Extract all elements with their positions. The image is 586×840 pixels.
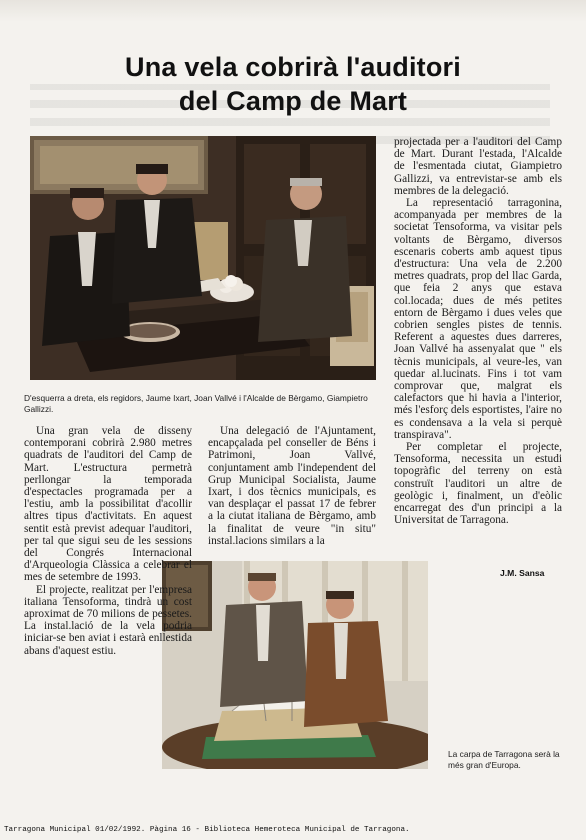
model-photo-illustration xyxy=(162,561,428,769)
archive-footer: Tarragona Municipal 01/02/1992. Pàgina 16 - Biblioteca Hemeroteca Municipal de Tarragona. xyxy=(4,826,410,834)
article-column-2 xyxy=(208,425,376,547)
page-top-shadow xyxy=(0,0,586,22)
model-photo-caption: La carpa de Tarragona serà la més gran d'Europa. xyxy=(448,749,560,770)
article-column-1 xyxy=(24,425,192,657)
model-photo xyxy=(162,561,428,769)
headline-line-2: del Camp de Mart xyxy=(178,86,408,116)
meeting-photo-caption: D'esquerra a dreta, els regidors, Jaume Ixart, Joan Vallvé i l'Alcalde de Bèrgamo, Giampietro Gallizzi. xyxy=(24,393,368,414)
headline xyxy=(40,50,546,118)
article-paragraph: El projecte, realitzat per l'empresa italiana Tensoforma, tindrà un cost aproximat de 70 milions de pessetes. La instal.lació de la vela podria iniciar-se ben aviat i estarà enllestida abans d'aquest estiu. xyxy=(24,583,192,657)
author-byline: J.M. Sansa xyxy=(500,568,545,578)
article-paragraph: Per completar el projecte, Tensoforma, necessita un estudi topogràfic del terreny on està construït l'auditori un altre de geològic i, finalment, un d'eòlic encarregat des d'un principi a la Universitat de Tarragona. xyxy=(394,441,562,527)
article-paragraph: Una gran vela de disseny contemporani cobrirà 2.980 metres quadrats de l'auditori del Camp de Mart. L'estructura permetrà perllongar la temporada d'espectacles programada per a l'estiu, amb la possibilitat d'acollir altres tipus d'activitats. En aquest sentit està previst adequar l'auditori, per tal que sigui seu de les sessions del Congrés Internacional d'Arqueologia Clàssica a celebrar el mes de setembre de 1993. xyxy=(24,425,192,584)
article-column-3 xyxy=(394,136,562,527)
meeting-photo xyxy=(30,136,376,380)
article-paragraph: Una delegació de l'Ajuntament, encapçalada pel conseller de Béns i Patrimoni, Joan Vallvé, conjuntament amb l'independent del Grup Municipal Socialista, Jaume Ixart, i dos tècnics municipals, es van desplaçar el passat 17 de febrer a la ciutat italiana de Bèrgamo, amb la finalitat de veure "in situ" instal.lacions similars a la xyxy=(208,425,376,547)
meeting-photo-illustration xyxy=(30,136,376,380)
article-paragraph: La representació tarragonina, acompanyada per membres de la societat Tensoforma, va visitar pels voltants de Bèrgamo, diversos escenaris coberts amb aquest tipus d'estructura: Una vela de 2.200 metres quadrats, prop del llac Garda, que feia 2 anys que estava col.locada; dues de més petites entorn de Bèrgamo i dues veles que cobrien sengles pistes de tennis. Referent a aquestes dues darreres, Joan Vallvé ha assenyalat que " els tècnis municipals, al veure-les, van quedar al.lucinats. Fins i tot vam comprovar que, malgrat els calefactors que hi havia a l'interior, més l'esforç dels esportistes, l'aire no es condensava a la vela si perquè transpirava". xyxy=(394,197,562,441)
headline-line-1: Una vela cobrirà l'auditori xyxy=(125,52,461,82)
article-paragraph: projectada per a l'auditori del Camp de Mart. Durant l'estada, l'Alcalde de l'esmentada ciutat, Giampietro Gallizzi, va entrevistar-se amb els membres de la delegació. xyxy=(394,136,562,197)
